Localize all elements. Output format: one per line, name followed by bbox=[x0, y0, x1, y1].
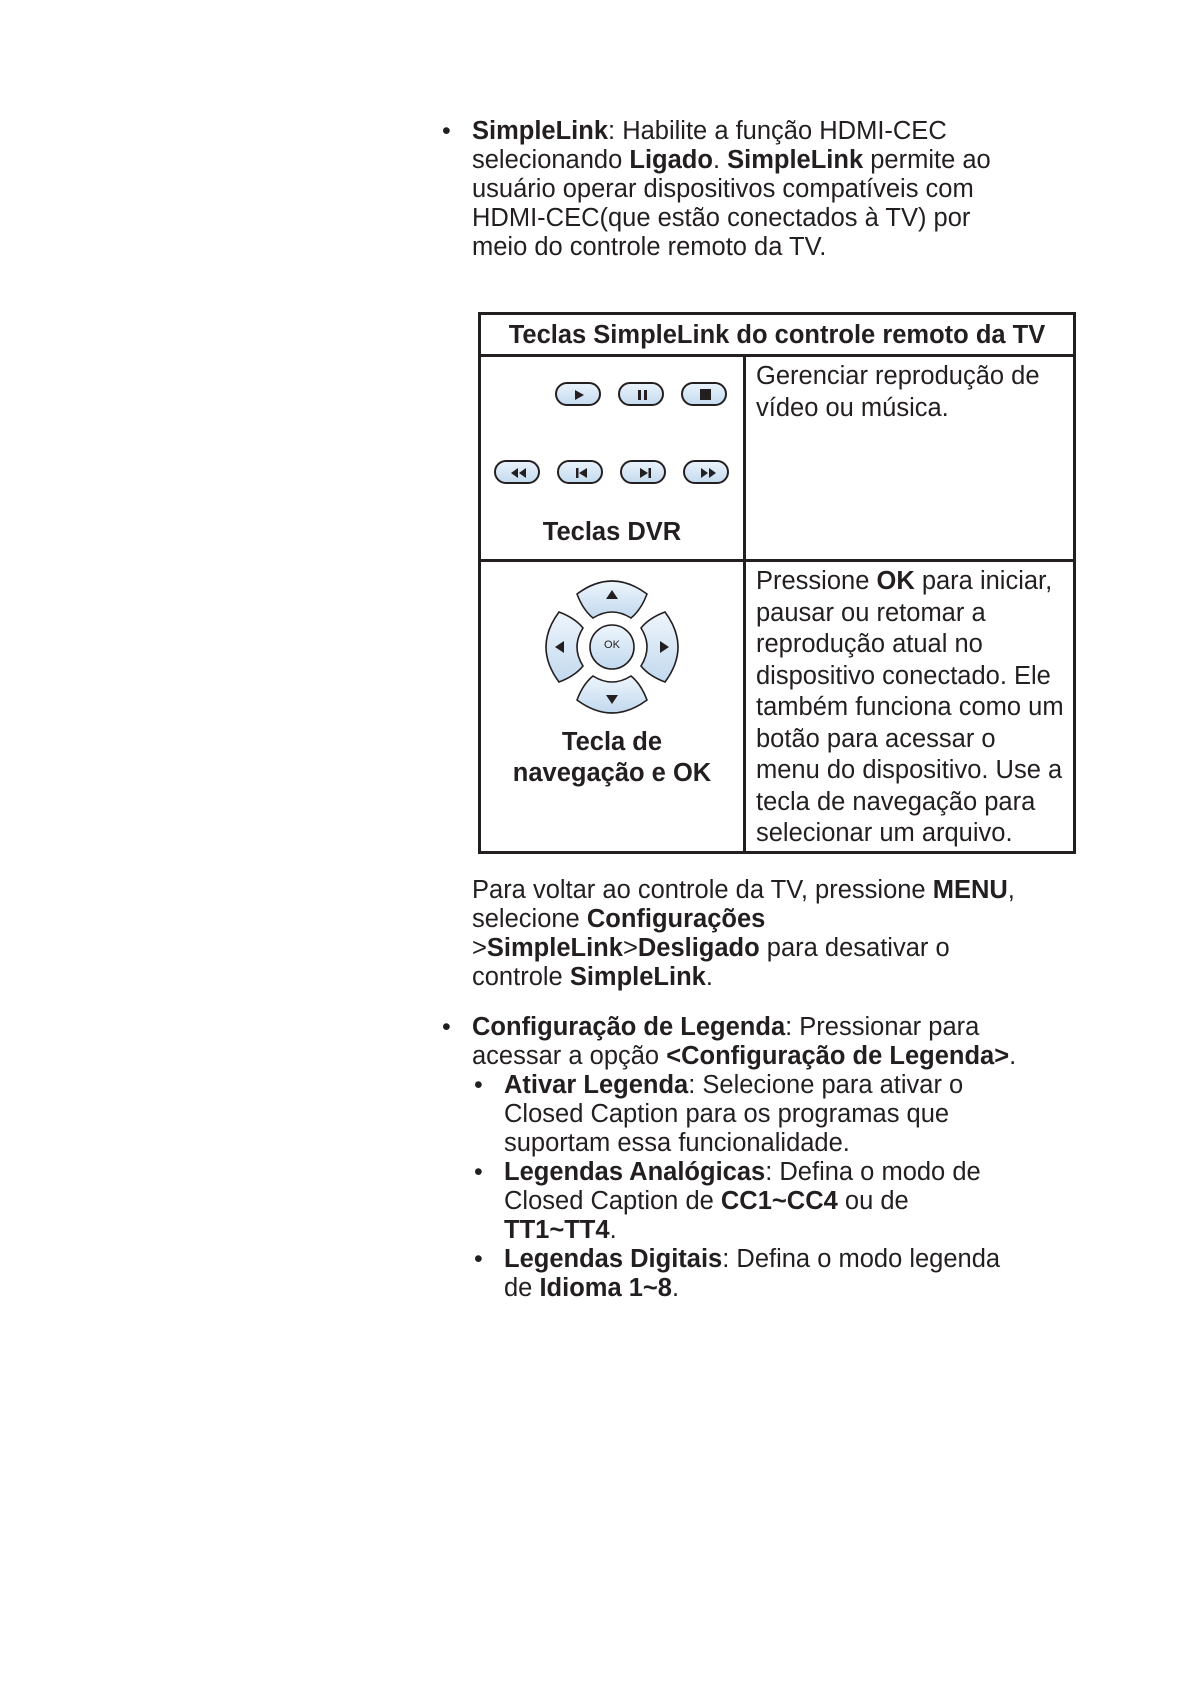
navigation-caption-line2: navegação e OK bbox=[512, 759, 712, 787]
play-icon bbox=[555, 382, 601, 406]
caption-config-paragraph: Configuração de Legenda: Pressionar para acessar a opção <Configuração de Legenda>. bbox=[472, 1013, 1017, 1070]
caption-sub-list bbox=[474, 1071, 1024, 1303]
stop-icon bbox=[681, 382, 727, 406]
list-item: • Ativar Legenda: Selecione para ativar o Closed Caption para os programas que suportam essa funcionalidade. bbox=[474, 1071, 964, 1157]
fast-forward-icon bbox=[683, 460, 729, 484]
dvr-keys-row bbox=[481, 357, 1073, 562]
list-item: • Legendas Digitais: Defina o modo legenda de Idioma 1~8. bbox=[474, 1245, 1001, 1302]
rewind-icon bbox=[494, 460, 540, 484]
navigation-ok-row bbox=[481, 562, 1073, 851]
term-simplelink: SimpleLink bbox=[472, 117, 609, 145]
dvr-keys-caption: Teclas DVR bbox=[542, 518, 682, 546]
simplelink-keys-table bbox=[478, 312, 1076, 854]
skip-back-icon bbox=[557, 460, 603, 484]
bullet-dot: • bbox=[442, 117, 451, 145]
navigation-ok-cell bbox=[481, 562, 743, 851]
caption-config-bullet: • Configuração de Legenda: Pressionar para acessar a opção <Configuração de Legenda>. • Ativar Legenda: Selecione para ativar o Closed Caption para os programas que suportam essa funcionalidade. • Legendas Analógicas: Defina o modo de Closed Caption de CC1~CC4 ou de TT1~TT4. • Legendas Digitais: Defina o modo legenda de Idioma 1~8. bbox=[472, 1013, 1032, 1303]
table-title: Teclas SimpleLink do controle remoto da TV bbox=[481, 315, 1073, 357]
ok-button-label: OK bbox=[604, 639, 620, 651]
dvr-keys-description: Gerenciar reprodução de vídeo ou música. bbox=[756, 362, 1040, 422]
return-note-paragraph: Para voltar ao controle da TV, pressione MENU, selecione Configurações >SimpleLink>Desligado para desativar o controle SimpleLink. bbox=[472, 876, 1015, 991]
navigation-caption-line1: Tecla de bbox=[561, 728, 663, 756]
navigation-ok-description: Pressione OK para iniciar, pausar ou retomar a reprodução atual no dispositivo conectado. Ele também funciona como um botão para acessar o menu do dispositivo. Use a tecla de navegação para selecionar um arquivo. bbox=[756, 567, 1064, 847]
skip-forward-icon bbox=[620, 460, 666, 484]
return-note bbox=[472, 876, 1032, 992]
pause-icon bbox=[618, 382, 664, 406]
dvr-keys-cell bbox=[481, 357, 743, 559]
simplelink-paragraph: SimpleLink: Habilite a função HDMI-CEC selecionando Ligado. SimpleLink permite ao usuário operar dispositivos compatíveis com HDMI-CEC(que estão conectados à TV) por meio do controle remoto da TV. bbox=[472, 117, 991, 261]
simplelink-bullet bbox=[442, 117, 1032, 262]
list-item: • Legendas Analógicas: Defina o modo de Closed Caption de CC1~CC4 ou de TT1~TT4. bbox=[474, 1158, 981, 1244]
